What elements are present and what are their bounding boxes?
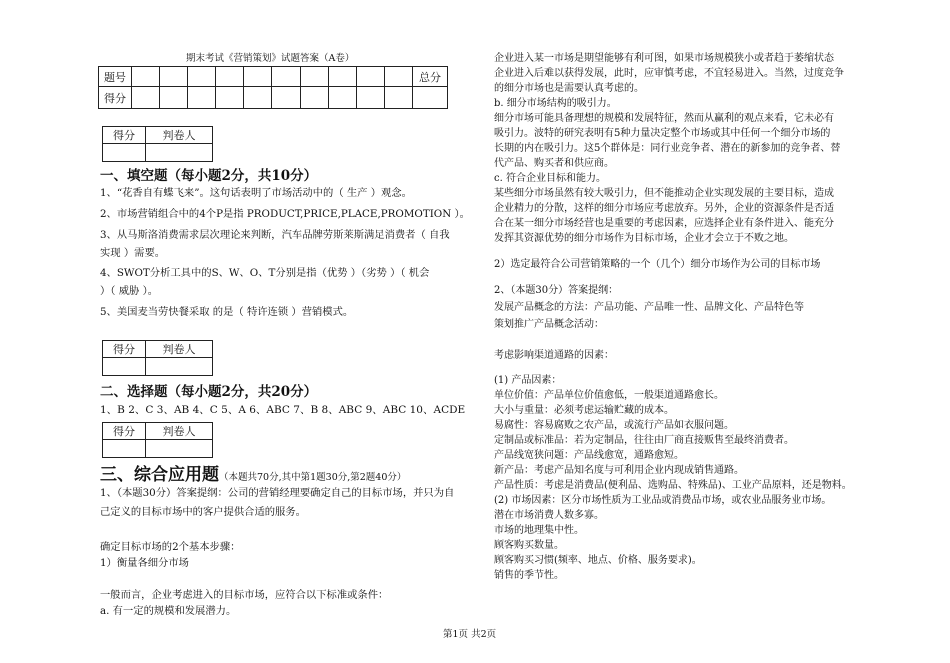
document-title: 期末考试《营销策划》试题答案（A卷） bbox=[186, 53, 355, 64]
paragraph-line bbox=[100, 572, 454, 588]
paragraph-line: 企业精力的分散，这样的细分市场应考虑放弃。另外，企业的资源条件是否适 bbox=[494, 203, 834, 214]
paragraph-line: 潜在市场消费人数多寡。 bbox=[494, 510, 604, 521]
paragraph-line: 确定目标市场的2个基本步骤： bbox=[100, 541, 241, 553]
paragraph-line: 顾客购买习惯(频率、地点、价格、服务要求)。 bbox=[494, 555, 702, 566]
paragraph-line: (2) 市场因素：区分市场性质为工业品或消费品市场，或农业品服务业市场。 bbox=[494, 495, 832, 506]
paragraph-line bbox=[494, 341, 852, 348]
fill-question-3: 3、从马斯洛消费需求层次理论来判断，汽车品牌劳斯莱斯满足消费者（ 自我 bbox=[100, 229, 450, 241]
paragraph-line bbox=[494, 363, 852, 373]
paragraph-line: 考虑影响渠道通路的因素： bbox=[494, 350, 614, 361]
paragraph-line: 定制品或标准品：若为定制品，往往由厂商直接贩售至最终消费者。 bbox=[494, 435, 794, 446]
fill-question-1: 1、“花香自有蝶飞来”。这句话表明了市场活动中的（ 生产 ）观念。 bbox=[100, 187, 412, 199]
paragraph-line: 企业进入后难以获得发展，此时，应审慎考虑，不宜轻易进入。当然，过度竞争 bbox=[494, 68, 844, 79]
choice-answers: 1、B 2、C 3、AB 4、C 5、A 6、ABC 7、B 8、ABC 9、ABC 10、ACDE bbox=[100, 404, 466, 416]
paragraph-line: 新产品：考虑产品知名度与可利用企业内现成销售通路。 bbox=[494, 465, 744, 476]
paragraph-line: 代产品、购买者和供应商。 bbox=[494, 158, 614, 169]
paragraph-line: 大小与重量：必须考虑运输贮藏的成本。 bbox=[494, 405, 674, 416]
section-2-title: 二、选择题（每小题2分，共20分） bbox=[100, 384, 318, 400]
paragraph-line: 2、（本题30分）答案提纲： bbox=[494, 285, 619, 296]
paragraph-line bbox=[494, 272, 852, 283]
right-column-text bbox=[494, 51, 852, 583]
score-table-header-label: 题号 bbox=[99, 67, 132, 87]
paragraph-line: 合在某一细分市场经营也是重要的考虑因素，应选择企业有条件进入、能充分 bbox=[494, 218, 834, 229]
score-table bbox=[98, 66, 448, 109]
paragraph-line: 一般而言，企业考虑进入的目标市场，应符合以下标准或条件： bbox=[100, 589, 389, 601]
grader-box-3 bbox=[102, 422, 213, 458]
grader-box-score-label: 得分 bbox=[103, 341, 146, 358]
paragraph-line: c. 符合企业目标和能力。 bbox=[494, 173, 606, 184]
fill-question-4: 4、SWOT分析工具中的S、W、O、T分别是指（优势 ）（劣势 ）（ 机会 bbox=[100, 267, 430, 279]
paragraph-line: (1) 产品因素： bbox=[494, 375, 562, 386]
section-1-title: 一、填空题（每小题2分，共10分） bbox=[100, 168, 318, 184]
paragraph-line: b. 细分市场结构的吸引力。 bbox=[494, 98, 617, 109]
section-1-items bbox=[100, 186, 470, 323]
grader-box-grader-label: 判卷人 bbox=[146, 341, 213, 358]
grader-box-1 bbox=[102, 126, 213, 162]
paragraph-line: 顾客购买数量。 bbox=[494, 540, 564, 551]
section-3-left-text bbox=[100, 486, 454, 620]
paragraph-line: a. 有一定的规模和发展潜力。 bbox=[100, 605, 237, 617]
grader-box-score-label: 得分 bbox=[103, 423, 146, 440]
grader-box-score-label: 得分 bbox=[103, 127, 146, 144]
grader-box-2 bbox=[102, 340, 213, 376]
fill-question-2: 2、市场营销组合中的4个P是指 PRODUCT,PRICE,PLACE,PROMOTION ）。 bbox=[100, 208, 470, 220]
paragraph-line: 发展产品概念的方法：产品功能、产品唯一性、品牌文化、产品特色等 bbox=[494, 302, 804, 313]
paragraph-line: 易腐性：容易腐败之农产品，或流行产品如衣服问题。 bbox=[494, 420, 734, 431]
fill-question-3-cont: 实现 ）需要。 bbox=[100, 247, 166, 259]
paragraph-line: 企业进入某一市场是期望能够有利可图，如果市场规模狭小或者趋于萎缩状态 bbox=[494, 53, 834, 64]
fill-question-5: 5、美国麦当劳快餐采取 的是（ 特许连锁 ）营销模式。 bbox=[100, 306, 354, 318]
paragraph-line bbox=[100, 524, 454, 540]
paragraph-line: 单位价值：产品单位价值愈低，一般渠道通路愈长。 bbox=[494, 390, 724, 401]
paragraph-line: 己定义的目标市场中的客户提供合适的服务。 bbox=[100, 506, 306, 518]
paragraph-line bbox=[494, 246, 852, 257]
section-3-note: （本题共70分,其中第1题30分,第2题40分） bbox=[219, 472, 407, 483]
paragraph-line: 产品线宽狭问题：产品线愈宽，通路愈短。 bbox=[494, 450, 684, 461]
page-number: 第1页 共2页 bbox=[443, 629, 497, 640]
paragraph-line bbox=[494, 334, 852, 341]
grader-box-grader-label: 判卷人 bbox=[146, 423, 213, 440]
paragraph-line: 某些细分市场虽然有较大吸引力，但不能推动企业实现发展的主要目标，造成 bbox=[494, 188, 834, 199]
fill-question-4-cont: ）（ 威胁 ）。 bbox=[100, 285, 159, 297]
paragraph-line: 1）衡量各细分市场 bbox=[100, 557, 189, 569]
paragraph-line: 的细分市场也是需要认真考虑的。 bbox=[494, 83, 644, 94]
paragraph-line: 吸引力。波特的研究表明有5种力量决定整个市场或其中任何一个细分市场的 bbox=[494, 128, 831, 139]
section-3-title: 三、综合应用题 bbox=[100, 465, 219, 485]
score-table-score-label: 得分 bbox=[99, 87, 132, 109]
paragraph-line: 1、（本题30分）答案提纲：公司的营销经理要确定自己的目标市场，并只为自 bbox=[100, 487, 455, 499]
section-3-heading bbox=[100, 460, 406, 485]
grader-box-grader-label: 判卷人 bbox=[146, 127, 213, 144]
paragraph-line: 长期的内在吸引力。这5个群体是：同行业竞争者、潜在的新参加的竞争者、替 bbox=[494, 143, 841, 154]
paragraph-line: 产品性质：考虑是消费品(便利品、选购品、特殊品)、工业产品原料，还是物料。 bbox=[494, 480, 852, 491]
paragraph-line: 细分市场可能具备理想的规模和发展特征，然而从赢利的观点来看，它未必有 bbox=[494, 113, 834, 124]
paragraph-line: 销售的季节性。 bbox=[494, 570, 564, 581]
paragraph-line: 2）选定最符合公司营销策略的一个（几个）细分市场作为公司的目标市场 bbox=[494, 259, 821, 270]
paragraph-line: 策划推广产品概念活动： bbox=[494, 319, 604, 330]
score-table-total-label: 总分 bbox=[413, 67, 448, 87]
paragraph-line: 发挥其资源优势的细分市场作为目标市场，企业才会立于不败之地。 bbox=[494, 233, 794, 244]
paragraph-line: 市场的地理集中性。 bbox=[494, 525, 584, 536]
